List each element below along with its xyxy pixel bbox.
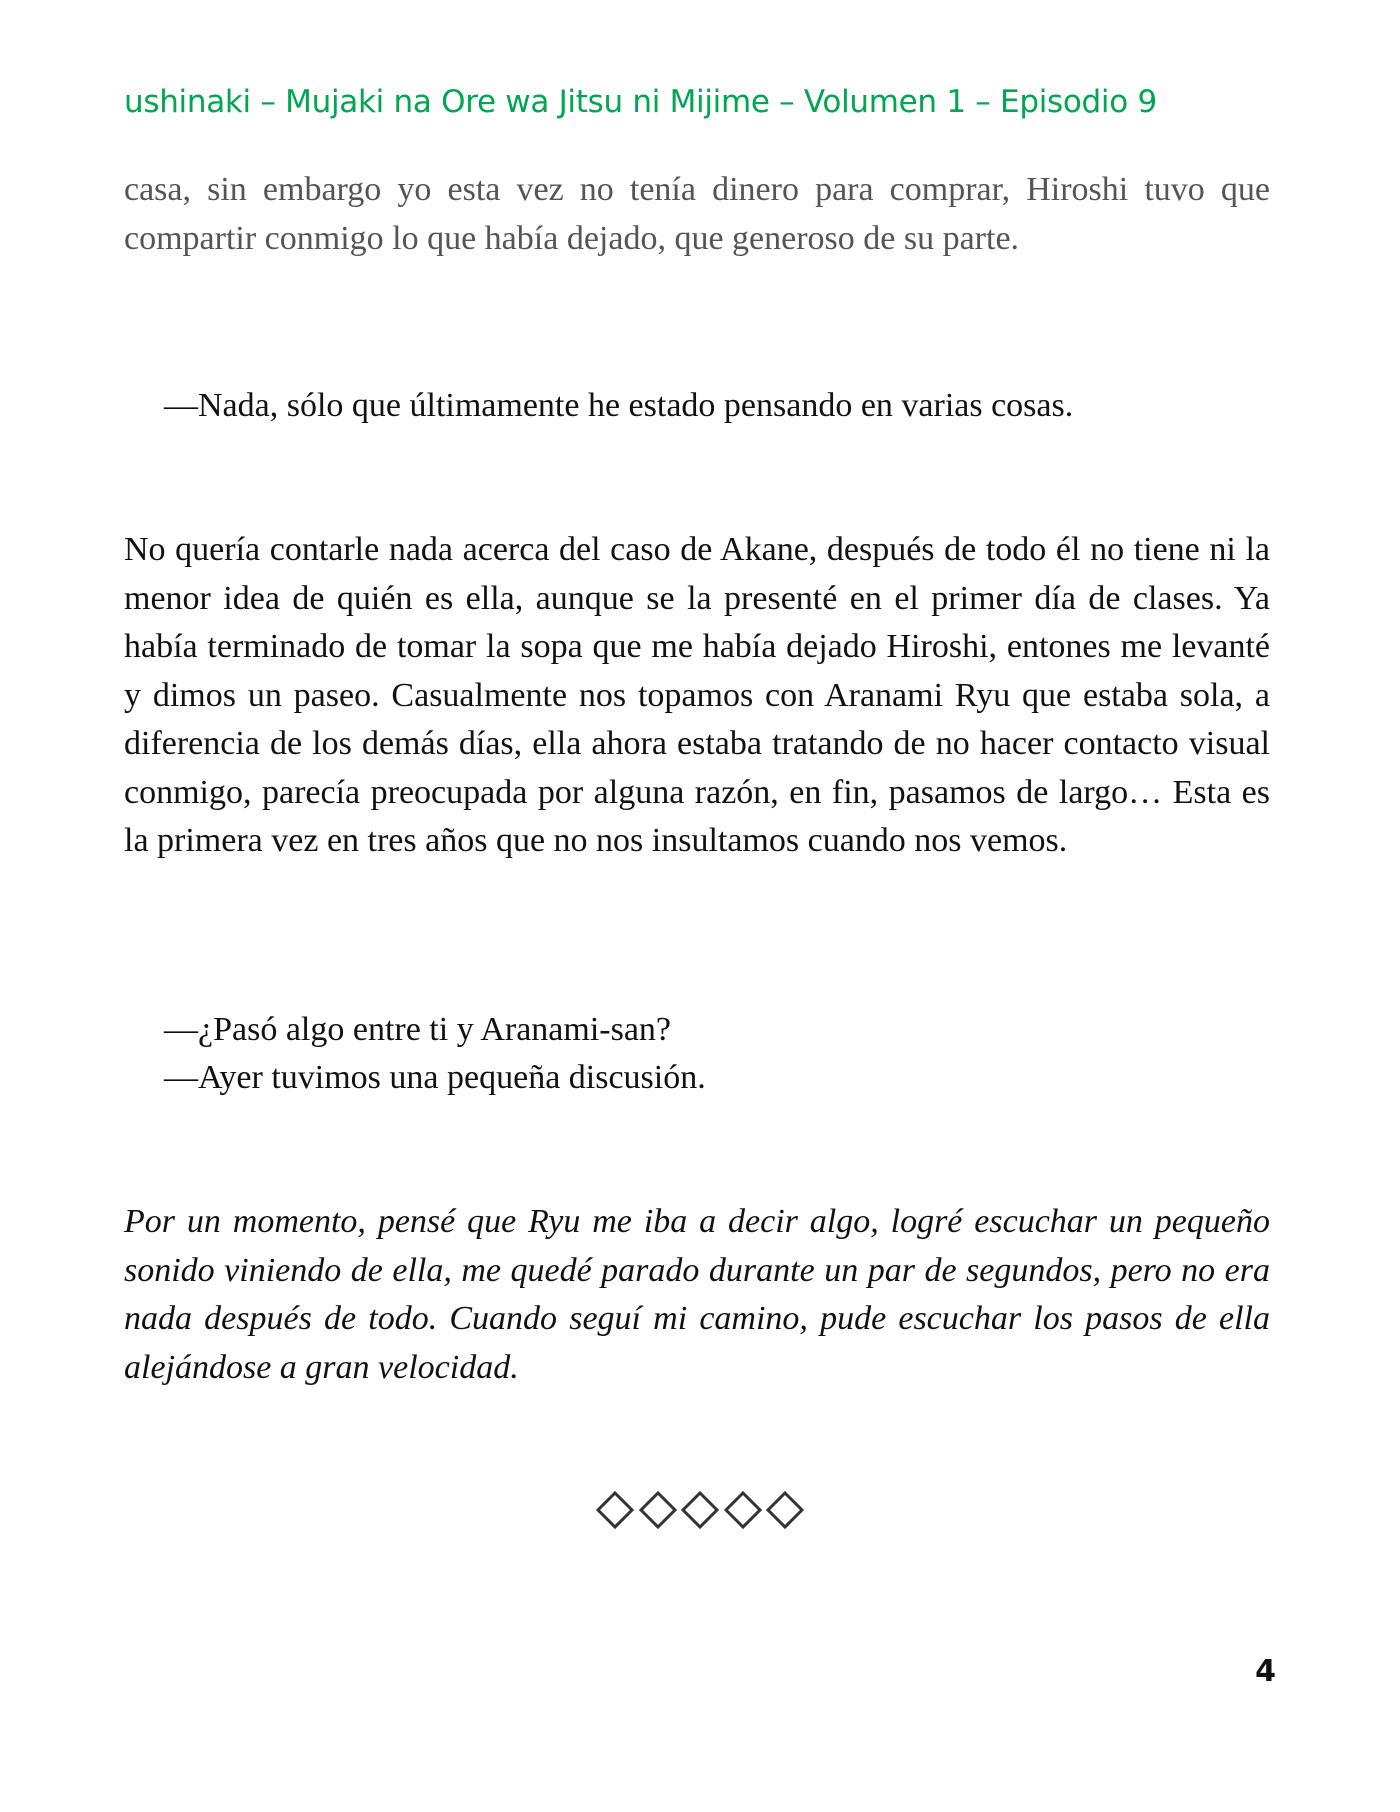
page-number: 4 — [1255, 1654, 1276, 1689]
paragraph-italic-narration: Por un momento, pensé que Ryu me iba a decir algo, logré escuchar un pequeño sonido viniendo de ella, me quedé parado durante un par de segundos, pero no era nada después de todo. Cuando seguí mi camino, pude escuchar los pasos de ella alejándose a gran velocidad. — [124, 1203, 1270, 1386]
diamond-outline-icon — [680, 1490, 720, 1530]
diamond-outline-icon — [723, 1490, 763, 1530]
dialogue-line-1: —Nada, sólo que últimamente he estado pensando en varias cosas. — [164, 387, 1074, 424]
paragraph-continued: casa, sin embargo yo esta vez no tenía dinero para comprar, Hiroshi tuvo que compartir conmigo lo que había dejado, que generoso de su parte. — [124, 171, 1270, 257]
dialogue-line-3: —Ayer tuvimos una pequeña discusión. — [164, 1059, 706, 1096]
running-header: ushinaki – Mujaki na Ore wa Jitsu ni Mijime – Volumen 1 – Episodio 9 — [124, 84, 1157, 120]
diamond-outline-icon — [638, 1490, 678, 1530]
dialogue-line-2: —¿Pasó algo entre ti y Aranami-san? — [164, 1011, 672, 1048]
diamond-outline-icon — [765, 1490, 805, 1530]
paragraph-narration: No quería contarle nada acerca del caso de Akane, después de todo él no tiene ni la menor idea de quién es ella, aunque se la presenté en el primer día de clases. Ya había terminado de tomar la sopa que me había dejado Hiroshi, entones me levanté y dimos un paseo. Casualmente nos topamos con Aranami Ryu que estaba sola, a diferencia de los demás días, ella ahora estaba tratando de no hacer contacto visual conmigo, parecía preocupada por alguna razón, en fin, pasamos de largo… Esta es la primera vez en tres años que no nos insultamos cuando nos vemos. — [124, 531, 1270, 859]
diamond-outline-icon — [595, 1490, 635, 1530]
scene-separator — [595, 1488, 805, 1532]
